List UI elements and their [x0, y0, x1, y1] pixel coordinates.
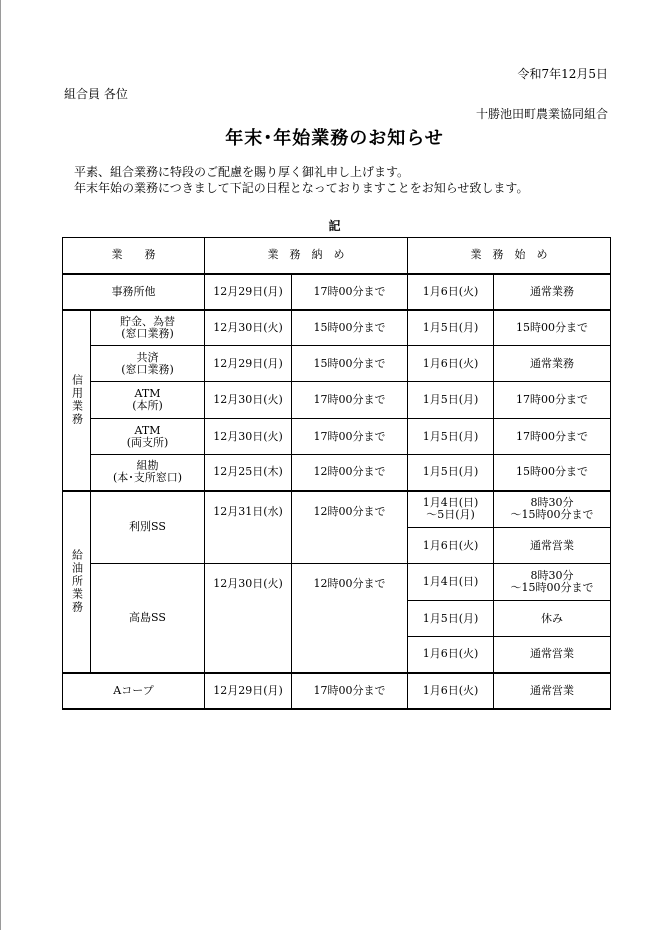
table-row-atm-main	[63, 382, 611, 419]
takashima-start1-date: 1月4日(日)	[408, 564, 494, 601]
mutual-aid-end-time: 15時00分まで	[292, 346, 408, 382]
takashima-end-time: 12時00分まで	[292, 564, 408, 673]
toshibetsu-start1-date: 1月4日(日) ～5日(月)	[408, 491, 494, 528]
acoop-name: Aコープ	[63, 673, 205, 709]
office-start-date: 1月6日(火)	[408, 274, 494, 310]
table-row-office	[63, 274, 611, 310]
takashima-end-date: 12月30日(火)	[205, 564, 292, 673]
table-row-atm-branches	[63, 419, 611, 455]
takashima-start1-note: 8時30分 ～15時00分まで	[494, 564, 611, 601]
atm-branches-end-date: 12月30日(火)	[205, 419, 292, 455]
atm-main-name: ATM (本所)	[91, 382, 205, 419]
takashima-name: 高島SS	[91, 564, 205, 673]
greeting-line-2: 年末年始の業務につきまして下記の日程となっておりますことをお知らせ致します。	[74, 181, 529, 195]
greeting-text	[74, 164, 528, 196]
header-start: 業 務 始 め	[408, 238, 611, 274]
toshibetsu-start2-date: 1月6日(火)	[408, 528, 494, 564]
table-row-toshibetsu-1	[63, 491, 611, 528]
atm-main-start-date: 1月5日(月)	[408, 382, 494, 419]
table-header-row	[63, 238, 611, 274]
savings-name: 貯金、為替 (窓口業務)	[91, 310, 205, 346]
atm-branches-name: ATM (両支所)	[91, 419, 205, 455]
atm-main-end-date: 12月30日(火)	[205, 382, 292, 419]
toshibetsu-end-date: 12月31日(水)	[205, 491, 292, 564]
mutual-aid-name: 共済 (窓口業務)	[91, 346, 205, 382]
atm-main-end-time: 17時00分まで	[292, 382, 408, 419]
table-row-savings	[63, 310, 611, 346]
atm-branches-end-time: 17時00分まで	[292, 419, 408, 455]
atm-branches-start-note: 17時00分まで	[494, 419, 611, 455]
toshibetsu-name: 利別SS	[91, 491, 205, 564]
schedule-table	[62, 237, 611, 710]
takashima-start3-note: 通常営業	[494, 637, 611, 673]
takashima-start3-date: 1月6日(火)	[408, 637, 494, 673]
office-start-note: 通常業務	[494, 274, 611, 310]
kumikan-end-date: 12月25日(木)	[205, 455, 292, 491]
savings-end-time: 15時00分まで	[292, 310, 408, 346]
organization-name: 十勝池田町農業協同組合	[475, 107, 608, 121]
toshibetsu-start2-note: 通常営業	[494, 528, 611, 564]
table-row-mutual-aid	[63, 346, 611, 382]
acoop-start-note: 通常営業	[494, 673, 611, 709]
ki-heading: 記	[328, 219, 341, 233]
kumikan-name: 組勘 (本･支所窓口)	[91, 455, 205, 491]
office-name: 事務所他	[63, 274, 205, 310]
table-row-acoop	[63, 673, 611, 709]
toshibetsu-start1-note: 8時30分 ～15時00分まで	[494, 491, 611, 528]
takashima-start2-note: 休み	[494, 601, 611, 637]
savings-end-date: 12月30日(火)	[205, 310, 292, 346]
toshibetsu-end-time: 12時00分まで	[292, 491, 408, 564]
kumikan-start-date: 1月5日(月)	[408, 455, 494, 491]
acoop-end-time: 17時00分まで	[292, 673, 408, 709]
takashima-start2-date: 1月5日(月)	[408, 601, 494, 637]
atm-main-start-note: 17時00分まで	[494, 382, 611, 419]
acoop-end-date: 12月29日(月)	[205, 673, 292, 709]
kumikan-start-note: 15時00分まで	[494, 455, 611, 491]
savings-start-note: 15時00分まで	[494, 310, 611, 346]
notice-date: 令和7年12月5日	[517, 67, 608, 81]
mutual-aid-end-date: 12月29日(月)	[205, 346, 292, 382]
group-credit: 信用業務	[63, 310, 91, 491]
greeting-line-1: 平素、組合業務に特段のご配慮を賜り厚く御礼申し上げます。	[74, 165, 410, 179]
mutual-aid-start-date: 1月6日(火)	[408, 346, 494, 382]
header-end: 業 務 納 め	[205, 238, 408, 274]
page-title: 年末･年始業務のお知らせ	[225, 128, 444, 149]
group-fuel: 給油所業務	[63, 491, 91, 673]
header-business: 業 務	[63, 238, 205, 274]
recipient: 組合員 各位	[64, 87, 128, 101]
acoop-start-date: 1月6日(火)	[408, 673, 494, 709]
table-row-kumikan	[63, 455, 611, 491]
office-end-time: 17時00分まで	[292, 274, 408, 310]
atm-branches-start-date: 1月5日(月)	[408, 419, 494, 455]
kumikan-end-time: 12時00分まで	[292, 455, 408, 491]
mutual-aid-start-note: 通常業務	[494, 346, 611, 382]
savings-start-date: 1月5日(月)	[408, 310, 494, 346]
office-end-date: 12月29日(月)	[205, 274, 292, 310]
table-row-takashima-1	[63, 564, 611, 601]
